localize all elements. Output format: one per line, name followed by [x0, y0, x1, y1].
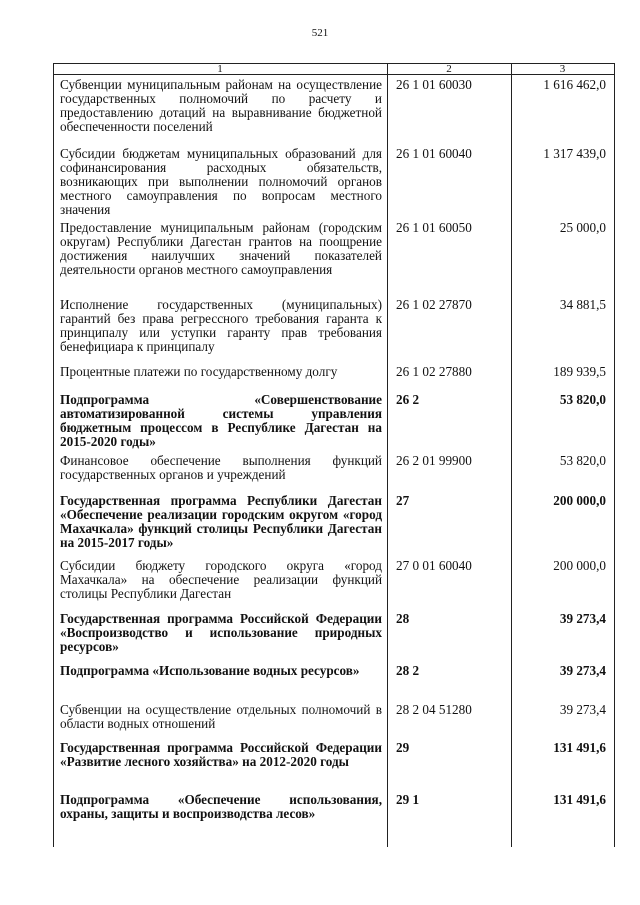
page-number: 521	[311, 27, 329, 39]
row-sum: 131 491,6	[553, 740, 606, 755]
row-name: Исполнение государственных (муниципальных) гарантий без права регрессного требования гаранта к принципалу или уступки гаранту прав требования бенефициара к принципалу	[60, 297, 382, 354]
row-code: 26 2	[396, 392, 420, 407]
header-col-1: 1	[217, 63, 223, 75]
row-name: Субвенции муниципальным районам на осуществление государственных полномочий по расчету и предоставлению дотаций на выравнивание бюджетной обеспеченности поселений	[60, 77, 382, 134]
row-sum: 200 000,0	[553, 558, 606, 573]
row-sum: 1 616 462,0	[543, 77, 606, 92]
row-code: 26 2 01 99900	[396, 453, 472, 468]
row-sum: 53 820,0	[559, 392, 606, 407]
row-sum: 189 939,5	[553, 364, 606, 379]
row-sum: 39 273,4	[559, 702, 606, 717]
row-code: 26 1 02 27880	[396, 364, 472, 379]
row-name: Государственная программа Российской Федерации «Развитие лесного хозяйства» на 2012-2020 годы	[60, 740, 382, 769]
row-code: 27 0 01 60040	[396, 558, 472, 573]
row-sum: 53 820,0	[559, 453, 606, 468]
row-sum: 39 273,4	[559, 611, 606, 626]
row-code: 28	[396, 611, 410, 626]
row-code: 29 1	[396, 792, 420, 807]
row-name: Субвенции на осуществление отдельных полномочий в области водных отношений	[60, 702, 382, 731]
row-sum: 34 881,5	[559, 297, 606, 312]
row-name: Предоставление муниципальным районам (городским округам) Республики Дагестан грантов на поощрение достижения наилучших значений показателей деятельности органов местного самоуправления	[60, 220, 382, 277]
row-code: 26 1 01 60030	[396, 77, 472, 92]
row-name: Субсидии бюджету городского округа «город Махачкала» на обеспечение реализации функций столицы Республики Дагестан	[60, 558, 382, 601]
row-code: 27	[396, 493, 410, 508]
row-name: Подпрограмма «Обеспечение использования, охраны, защиты и воспроизводства лесов»	[60, 792, 382, 821]
row-name: Государственная программа Республики Дагестан «Обеспечение реализации городским округом «город Махачкала» функций столицы Республики Дагестан на 2015-2017 годы»	[60, 493, 382, 550]
header-col-3: 3	[559, 63, 566, 75]
table-rule-right	[614, 63, 615, 847]
row-code: 29	[396, 740, 410, 755]
row-code: 28 2	[396, 663, 420, 678]
header-col-2: 2	[446, 63, 452, 75]
row-code: 26 1 02 27870	[396, 297, 472, 312]
row-code: 28 2 04 51280	[396, 702, 472, 717]
table-rule-left	[53, 63, 54, 847]
row-sum: 200 000,0	[553, 493, 606, 508]
row-name: Процентные платежи по государственному долгу	[60, 364, 338, 379]
row-code: 26 1 01 60050	[396, 220, 472, 235]
row-name: Финансовое обеспечение выполнения функций государственных органов и учреждений	[60, 453, 382, 482]
row-sum: 25 000,0	[559, 220, 606, 235]
row-name: Подпрограмма «Совершенствование автоматизированной системы управления бюджетным процессом в Республике Дагестан на 2015-2020 годы»	[60, 392, 382, 449]
row-sum: 131 491,6	[553, 792, 606, 807]
row-sum: 39 273,4	[559, 663, 606, 678]
table-rule-col2	[387, 63, 388, 847]
row-name: Субсидии бюджетам муниципальных образований для софинансирования расходных обязательств, возникающих при выполнении полномочий органов местного самоуправления по вопросам местного значения	[60, 146, 382, 217]
row-code: 26 1 01 60040	[396, 146, 472, 161]
row-name: Государственная программа Российской Федерации «Воспроизводство и использование природных ресурсов»	[60, 611, 382, 654]
row-sum: 1 317 439,0	[543, 146, 606, 161]
row-name: Подпрограмма «Использование водных ресурсов»	[60, 663, 360, 678]
